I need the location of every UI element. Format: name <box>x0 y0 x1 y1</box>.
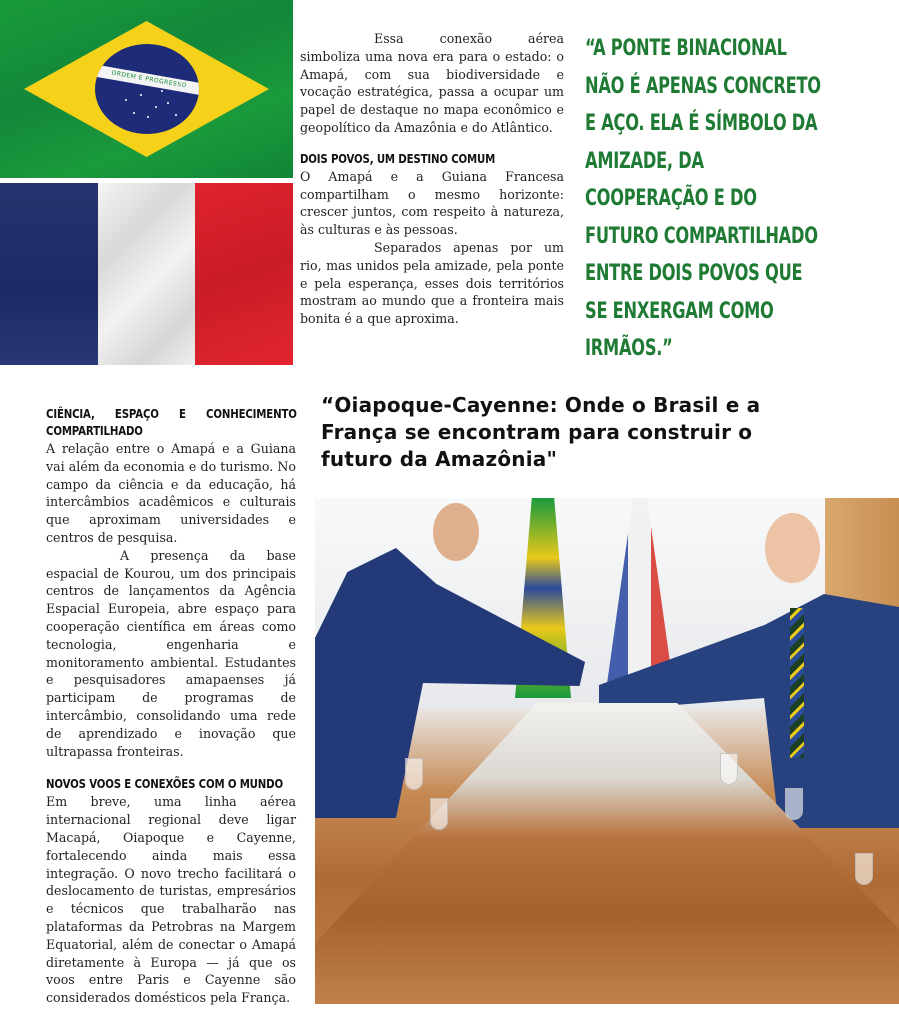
pull-quote-line: FUTURO COMPARTILHADO <box>585 223 818 249</box>
france-flag-image <box>0 183 293 365</box>
intro-paragraph: Essa conexão aérea simboliza uma nova era para o estado: o Amapá, com sua biodiversidade e vocação estratégica, passa a ocupar um papel de destaque no mapa econômico e geopolítico da Amazônia e do Atlântico. <box>300 31 564 135</box>
pull-quote-line: “A PONTE BINACIONAL <box>585 36 787 61</box>
photo-head-right <box>765 513 820 583</box>
body-paragraph: Separados apenas por um rio, mas unidos pela amizade, pela ponte e pela esperança, esses dois territórios mostram ao mundo que a fronteira mais bonita é a que aproxima. <box>300 239 564 327</box>
flag-stripe-red <box>195 183 293 365</box>
body-paragraph: A relação entre o Amapá e a Guiana vai além da economia e do turismo. No campo da ciência e da educação, há intercâmbios acadêmicos e culturais que aproximam universidades e centros de pesquisa. <box>46 441 296 545</box>
flag-globe <box>95 44 199 134</box>
pull-quote-line: E AÇO. ELA É SÍMBOLO DA <box>585 111 818 136</box>
photo-water-glass <box>855 853 873 885</box>
brazil-flag-image <box>0 0 293 178</box>
flag-stripe-blue <box>0 183 98 365</box>
flag-stripe-white <box>98 183 196 365</box>
section-heading-ciencia: CIÊNCIA, ESPAÇO E CONHECIMENTO COMPARTILHADO <box>46 407 297 438</box>
body-paragraph: Em breve, uma linha aérea internacional regional deve ligar Macapá, Oiapoque e Cayenne, fortalecendo ainda mais essa integração. O novo trecho facilitará o deslocamento de turistas, empresários e técnicos que trabalharão nas plataformas da Petrobras na Margem Equatorial, além de conectar o Amapá diretamente à Europa — já que os voos entre Paris e Cayenne são considerados domésticos pela França. <box>46 794 296 1006</box>
pull-quote-line: AMIZADE, DA <box>585 148 704 174</box>
article-headline: “Oiapoque-Cayenne: Onde o Brasil e a França se encontram para construir o futuro da Amazônia" <box>321 393 761 471</box>
pull-quote <box>585 30 831 368</box>
photo-head-left <box>433 503 479 561</box>
pull-quote-line: ENTRE DOIS POVOS QUE <box>585 261 803 286</box>
flag-motto-band: ORDEM E PROGRESSO <box>95 64 199 97</box>
photo-water-glass <box>720 753 738 785</box>
photo-water-glass <box>430 798 448 830</box>
pull-quote-line: IRMÃOS.” <box>585 336 673 361</box>
pull-quote-line: NÃO É APENAS CONCRETO <box>585 73 821 99</box>
handshake-photo <box>315 498 899 1004</box>
body-paragraph: A presença da base espacial de Kourou, um dos principais centros de lançamentos da Agência Espacial Europeia, abre espaço para cooperação científica em áreas como tecnologia, engenharia e monitoramento ambiental. Estudantes e pesquisadores amapaenses já participam de programas de intercâmbio, consolidando uma rede de aprendizado e inovação que ultrapassa fronteiras. <box>46 547 296 759</box>
body-paragraph: O Amapá e a Guiana Francesa compartilham o mesmo horizonte: crescer juntos, com respeito à natureza, às culturas e às pessoas. <box>300 168 564 238</box>
photo-tie <box>790 608 804 758</box>
photo-water-glass <box>405 758 423 790</box>
top-article-column <box>300 30 564 328</box>
left-article-column <box>46 406 296 1007</box>
section-heading-dois-povos: DOIS POVOS, UM DESTINO COMUM <box>300 151 496 166</box>
pull-quote-line: SE ENXERGAM COMO <box>585 298 774 324</box>
pull-quote-line: COOPERAÇÃO E DO <box>585 186 757 211</box>
photo-water-glass <box>785 788 803 820</box>
section-heading-novos-voos: NOVOS VOOS E CONEXÕES COM O MUNDO <box>46 777 283 792</box>
